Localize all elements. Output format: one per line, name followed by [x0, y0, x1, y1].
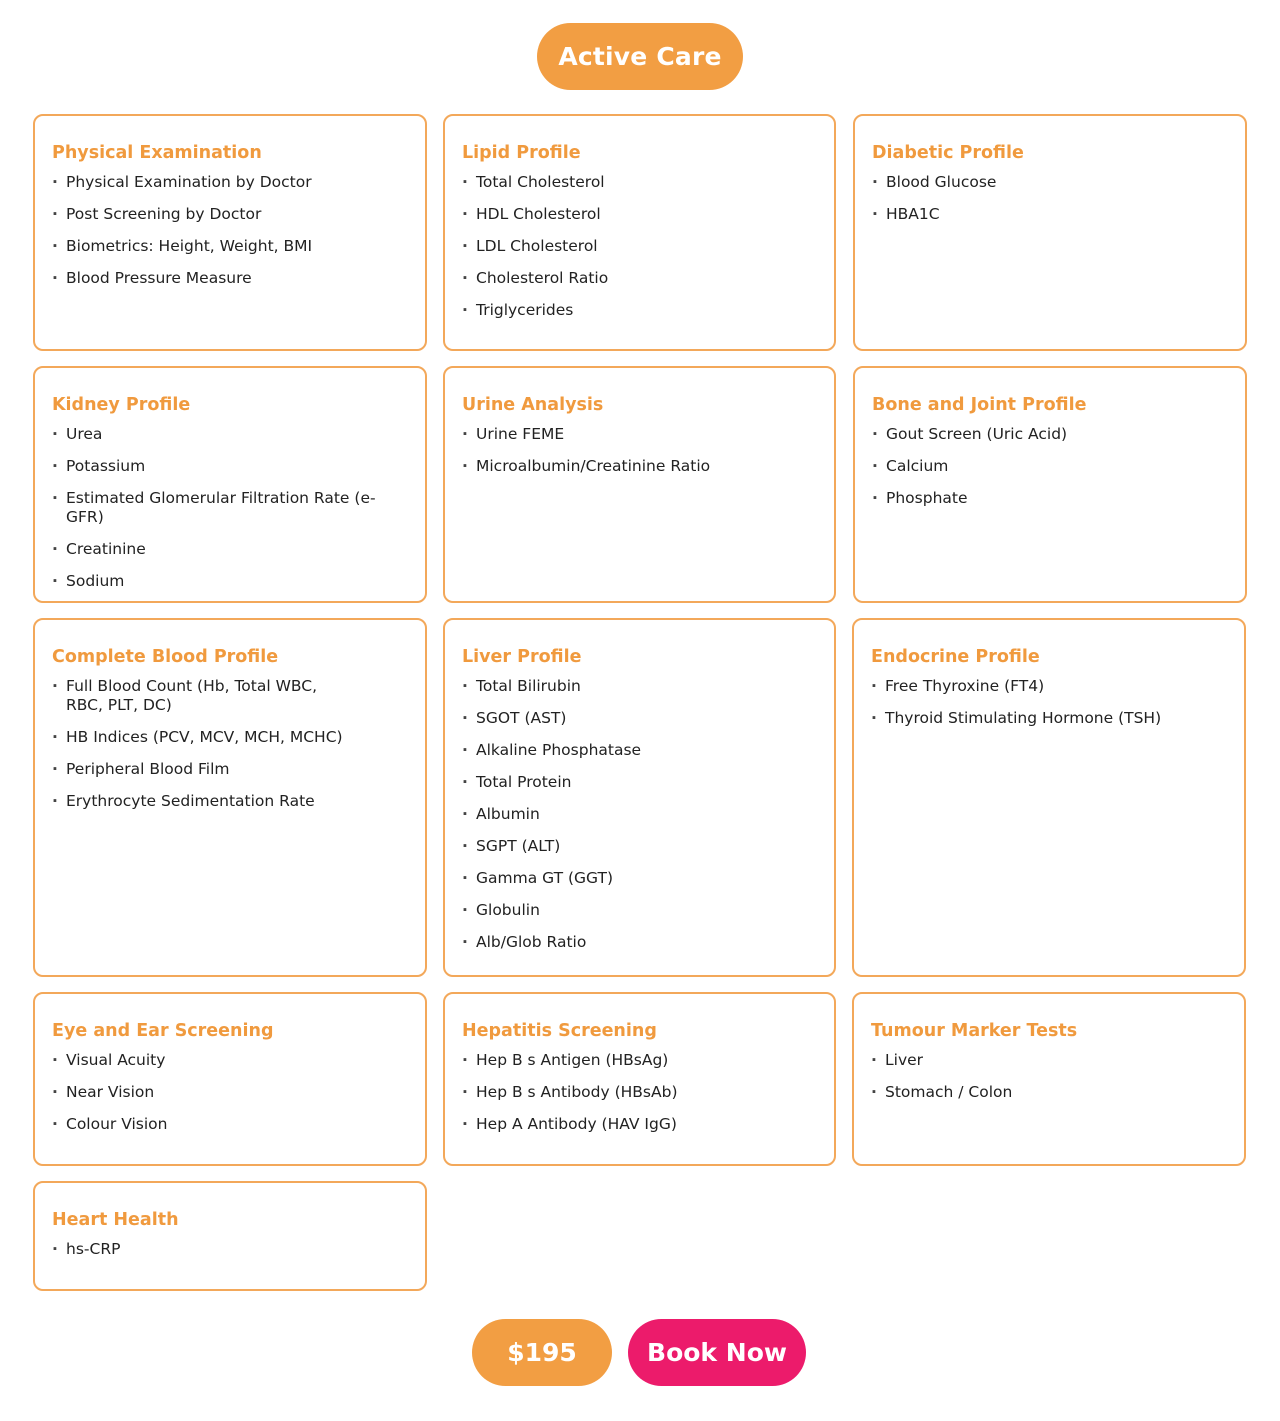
card-hepatitis-screening	[443, 992, 836, 1166]
item-list	[52, 173, 409, 288]
card-bone-joint-profile	[853, 366, 1247, 603]
list-item: · Potassium	[52, 457, 409, 476]
list-item: · Gamma GT (GGT)	[462, 869, 818, 888]
list-item: · hs-CRP	[52, 1240, 409, 1259]
card-diabetic-profile	[853, 114, 1247, 351]
list-item: · HB Indices (PCV, MCV, MCH, MCHC)	[52, 728, 409, 747]
list-item: · Globulin	[462, 901, 818, 920]
card-title: Hepatitis Screening	[462, 1021, 657, 1041]
card-eye-ear-screening	[33, 992, 427, 1166]
list-item: · Urine FEME	[462, 425, 818, 444]
list-item: · Near Vision	[52, 1083, 409, 1102]
card-lipid-profile	[443, 114, 836, 351]
list-item: · Hep B s Antigen (HBsAg)	[462, 1051, 818, 1070]
list-item: · Phosphate	[872, 489, 1229, 508]
item-list	[872, 425, 1229, 508]
list-item: · Alb/Glob Ratio	[462, 933, 818, 952]
list-item: · LDL Cholesterol	[462, 237, 818, 256]
list-item: · Gout Screen (Uric Acid)	[872, 425, 1229, 444]
list-item: · Microalbumin/Creatinine Ratio	[462, 457, 818, 476]
card-title: Tumour Marker Tests	[871, 1021, 1078, 1041]
card-liver-profile	[443, 618, 836, 977]
list-item: · SGOT (AST)	[462, 709, 818, 728]
list-item: · Estimated Glomerular Filtration Rate (e-GFR)	[52, 489, 409, 527]
card-title: Diabetic Profile	[872, 143, 1024, 163]
list-item: · Total Bilirubin	[462, 677, 818, 696]
item-list	[462, 1051, 818, 1134]
list-item: · SGPT (ALT)	[462, 837, 818, 856]
list-item: · Colour Vision	[52, 1115, 409, 1134]
list-item: · Stomach / Colon	[871, 1083, 1228, 1102]
list-item: · Visual Acuity	[52, 1051, 409, 1070]
list-item: · Sodium	[52, 572, 409, 591]
list-item: · Blood Pressure Measure	[52, 269, 409, 288]
item-list	[52, 1240, 409, 1259]
card-urine-analysis	[443, 366, 836, 603]
list-item: · Albumin	[462, 805, 818, 824]
card-title: Kidney Profile	[52, 395, 191, 415]
list-item: · Total Cholesterol	[462, 173, 818, 192]
list-item: · Biometrics: Height, Weight, BMI	[52, 237, 409, 256]
list-item: · Blood Glucose	[872, 173, 1229, 192]
card-title: Eye and Ear Screening	[52, 1021, 274, 1041]
item-list	[52, 425, 409, 591]
item-list	[462, 173, 818, 320]
card-complete-blood-profile	[33, 618, 427, 977]
list-item: · Triglycerides	[462, 301, 818, 320]
list-item: · Creatinine	[52, 540, 409, 559]
item-list	[52, 677, 409, 811]
list-item: · Peripheral Blood Film	[52, 760, 409, 779]
card-title: Endocrine Profile	[871, 647, 1040, 667]
card-endocrine-profile	[852, 618, 1246, 977]
list-item: · Post Screening by Doctor	[52, 205, 409, 224]
list-item: · Calcium	[872, 457, 1229, 476]
item-list	[871, 677, 1228, 728]
card-title: Complete Blood Profile	[52, 647, 279, 667]
card-title: Physical Examination	[52, 143, 262, 163]
item-list	[871, 1051, 1228, 1102]
card-physical-examination	[33, 114, 427, 351]
item-list	[52, 1051, 409, 1134]
list-item: · HDL Cholesterol	[462, 205, 818, 224]
list-item: · Total Protein	[462, 773, 818, 792]
list-item: · Full Blood Count (Hb, Total WBC, RBC, PLT, DC)	[52, 677, 409, 715]
card-title: Heart Health	[52, 1210, 179, 1230]
list-item: · Hep B s Antibody (HBsAb)	[462, 1083, 818, 1102]
page-title: Active Care	[537, 23, 743, 90]
price-badge: $195	[472, 1319, 612, 1386]
item-list	[462, 425, 818, 476]
list-item: · Free Thyroxine (FT4)	[871, 677, 1228, 696]
list-item: · Liver	[871, 1051, 1228, 1070]
list-item: · HBA1C	[872, 205, 1229, 224]
card-title: Lipid Profile	[462, 143, 581, 163]
card-title: Bone and Joint Profile	[872, 395, 1087, 415]
card-title: Liver Profile	[462, 647, 582, 667]
card-heart-health	[33, 1181, 427, 1291]
list-item: · Cholesterol Ratio	[462, 269, 818, 288]
card-tumour-marker-tests	[852, 992, 1246, 1166]
list-item: · Physical Examination by Doctor	[52, 173, 409, 192]
card-kidney-profile	[33, 366, 427, 603]
list-item: · Urea	[52, 425, 409, 444]
list-item: · Alkaline Phosphatase	[462, 741, 818, 760]
list-item: · Hep A Antibody (HAV IgG)	[462, 1115, 818, 1134]
card-title: Urine Analysis	[462, 395, 604, 415]
item-list	[872, 173, 1229, 224]
list-item: · Thyroid Stimulating Hormone (TSH)	[871, 709, 1228, 728]
book-now-button[interactable]: Book Now	[628, 1319, 806, 1386]
list-item: · Erythrocyte Sedimentation Rate	[52, 792, 409, 811]
item-list	[462, 677, 818, 952]
